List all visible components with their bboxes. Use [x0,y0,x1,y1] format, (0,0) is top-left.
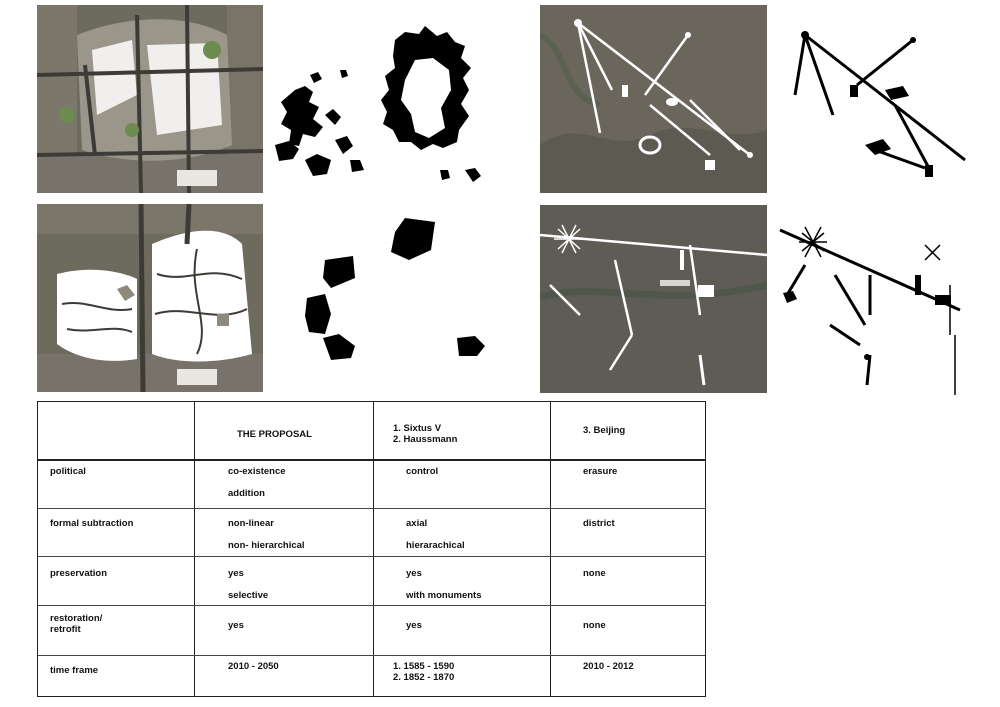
aerial-paris [540,205,767,393]
header-sixtus-haussmann: 1. Sixtus V 2. Haussmann [393,423,458,445]
row-restoration-beijing: none [583,620,606,631]
row-restoration-historic: yes [406,620,422,631]
row-time-beijing: 2010 - 2012 [583,661,634,672]
row-label-preservation: preservation [50,568,108,579]
aerial-beijing-proposal [37,204,263,392]
figure-paris-axes [775,215,990,400]
aerial-beijing-existing [37,5,263,193]
row-label-time-frame: time frame [50,665,99,676]
header-beijing: 3. Beijing [583,425,626,436]
figure-courtyards-fragments [265,20,525,195]
row-label-restoration: restoration/ retrofit [50,613,103,635]
row-time-proposal: 2010 - 2050 [228,661,279,672]
aerial-rome [540,5,767,193]
figure-proposal-blocks [295,210,495,370]
row-political-proposal: co-existence addition [228,466,286,499]
row-preservation-proposal: yes selective [228,568,269,601]
figure-rome-axes [775,20,990,195]
row-formal-beijing: district [583,518,615,529]
row-preservation-beijing: none [583,568,606,579]
row-preservation-historic: yes with monuments [406,568,482,601]
row-formal-historic: axial hierarachical [406,518,465,551]
row-label-formal-subtraction: formal subtraction [50,518,134,529]
comparison-table [37,401,706,697]
row-time-historic: 1. 1585 - 1590 2. 1852 - 1870 [393,661,455,683]
row-political-historic: control [406,466,439,477]
row-formal-proposal: non-linear non- hierarchical [228,518,305,551]
row-restoration-proposal: yes [228,620,244,631]
header-proposal: THE PROPOSAL [237,429,312,440]
row-label-political: political [50,466,86,477]
row-political-beijing: erasure [583,466,618,477]
